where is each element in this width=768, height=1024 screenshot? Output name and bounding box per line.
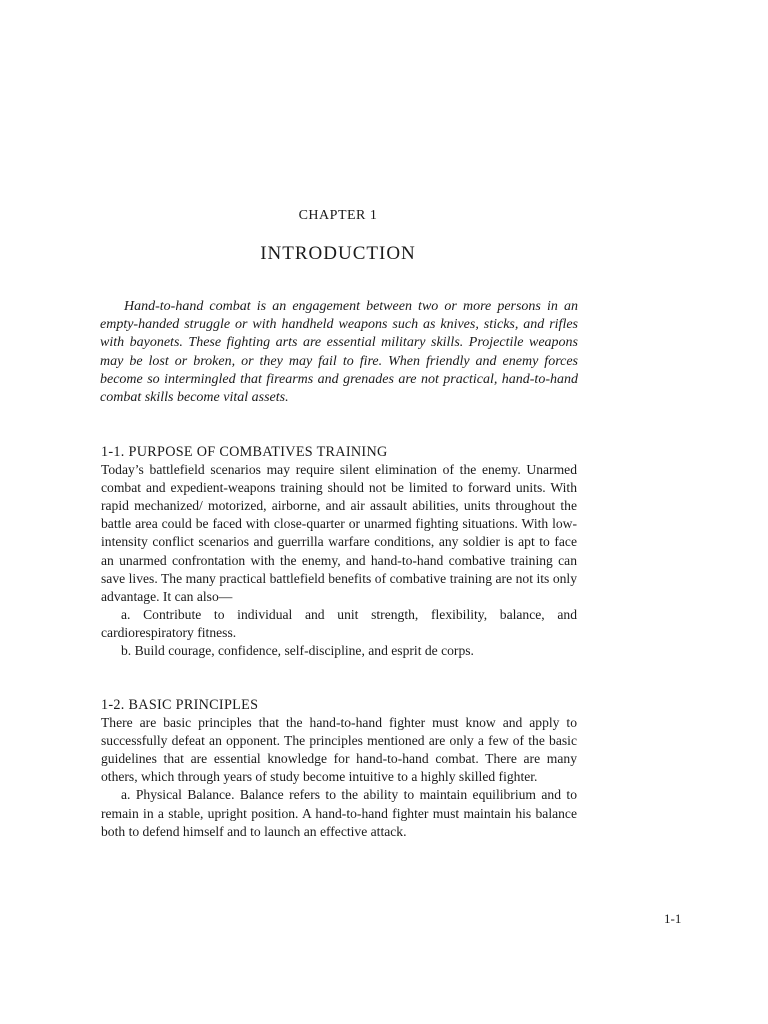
section-body: There are basic principles that the hand-to-hand fighter must know and apply to successfully defeat an opponent. The principles mentioned are only a few of the basic guidelines that are essential knowledge for hand-to-hand combat. There are many others, which through years of study become intuitive to a highly skilled fighter. (101, 715, 577, 785)
section-body: Today’s battlefield scenarios may require silent elimination of the enemy. Unarmed combat and expedient-weapons training should not be limited to forward units. With rapid mechanized/ motorized, airborne, and air assault abilities, units throughout the battle area could be faced with close-quarter or unarmed fighting situations. With low-intensity conflict scenarios and guerrilla warfare conditions, any soldier is apt to face an unarmed confrontation with the enemy, and hand-to-hand combative training can save lives. The many practical battlefield benefits of combative training are not its only advantage. It can also— (101, 462, 577, 604)
section-purpose (101, 443, 577, 660)
chapter-title: INTRODUCTION (260, 243, 416, 264)
list-item: a. Physical Balance. Balance refers to the ability to maintain equilibrium and to remain in a stable, upright position. A hand-to-hand fighter must maintain his balance both to defend himself and to launch an effective attack. (101, 787, 577, 839)
page-number: 1-1 (664, 911, 682, 926)
list-item: a. Contribute to individual and unit strength, flexibility, balance, and cardiorespiratory fitness. (101, 606, 577, 640)
intro-paragraph: Hand-to-hand combat is an engagement between two or more persons in an empty-handed struggle or with handheld weapons such as knives, sticks, and rifles with bayonets. These fighting arts are essential military skills. Projectile weapons may be lost or broken, or they may fail to fire. When friendly and enemy forces become so intermingled that firearms and grenades are not practical, hand-to-hand combat skills become vital assets. (100, 299, 578, 406)
list-item: b. Build courage, confidence, self-discipline, and esprit de corps. (121, 643, 474, 659)
section-basic-principles (101, 696, 577, 841)
section-heading: 1-2. BASIC PRINCIPLES (101, 697, 259, 713)
section-heading: 1-1. PURPOSE OF COMBATIVES TRAINING (101, 444, 388, 460)
chapter-label: CHAPTER 1 (298, 208, 378, 223)
